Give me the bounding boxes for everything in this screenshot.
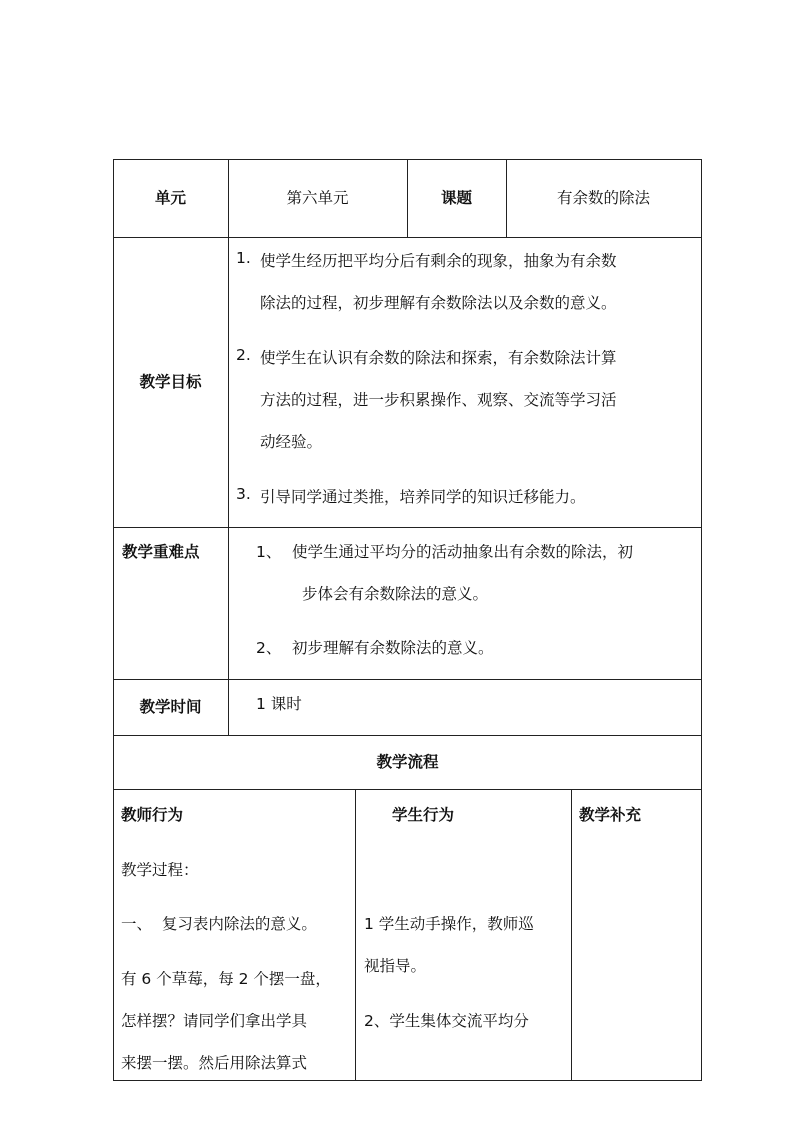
key-points-label: 教学重难点 [122, 543, 200, 561]
key-point-2-line1: 初步理解有余数除法的意义。 [292, 639, 494, 657]
student-line-2: 视指导。 [364, 957, 427, 975]
objectives-label: 教学目标 [139, 372, 202, 391]
teacher-line-2: 一、 复习表内除法的意义。 [121, 915, 317, 933]
key-point-1-line1: 使学生通过平均分的活动抽象出有余数的除法，初 [292, 543, 634, 561]
topic-value: 有余数的除法 [556, 188, 650, 207]
unit-value: 第六单元 [286, 188, 349, 207]
student-line-1: 1 学生动手操作，教师巡 [364, 915, 534, 933]
col-teacher-header: 教师行为 [121, 806, 184, 824]
teacher-line-5: 来摆一摆。然后用除法算式 [121, 1054, 308, 1072]
flow-title: 教学流程 [376, 752, 439, 771]
teacher-line-3: 有 6 个草莓，每 2 个摆一盘， [121, 970, 331, 988]
col-student-header: 学生行为 [392, 806, 455, 824]
objective-3-line1: 引导同学通过类推，培养同学的知识迁移能力。 [260, 488, 586, 506]
objective-2-line1: 使学生在认识有余数的除法和探索，有余数除法计算 [260, 349, 617, 367]
topic-label: 课题 [440, 188, 472, 207]
key-point-1-line2: 步体会有余数除法的意义。 [302, 585, 489, 603]
objective-1-num: 1. [236, 249, 251, 267]
row-divider-5 [113, 789, 702, 790]
row-divider-2 [113, 527, 702, 528]
unit-label: 单元 [154, 188, 186, 207]
objective-2-num: 2. [236, 346, 251, 364]
flow-divider-2 [571, 789, 572, 1081]
objective-1-line1: 使学生经历把平均分后有剩余的现象，抽象为有余数 [260, 252, 617, 270]
key-point-1-num: 1、 [256, 543, 282, 561]
col-extra-header: 教学补充 [579, 806, 642, 824]
flow-divider-1 [355, 789, 356, 1081]
objective-2-line2: 方法的过程，进一步积累操作、观察、交流等学习活 [260, 391, 617, 409]
teacher-line-4: 怎样摆？请同学们拿出学具 [121, 1012, 308, 1030]
objective-1-line2: 除法的过程，初步理解有余数除法以及余数的意义。 [260, 294, 617, 312]
objective-3-num: 3. [236, 485, 251, 503]
time-value: 1 课时 [256, 695, 302, 713]
table-border-right [701, 159, 702, 1081]
objective-2-line3: 动经验。 [260, 433, 323, 451]
student-line-3: 2、学生集体交流平均分 [364, 1012, 529, 1030]
key-point-2-num: 2、 [256, 639, 282, 657]
teacher-line-1: 教学过程： [121, 861, 199, 879]
label-column-divider [228, 159, 229, 736]
time-label: 教学时间 [139, 697, 202, 716]
table-border-bottom [113, 1080, 702, 1081]
